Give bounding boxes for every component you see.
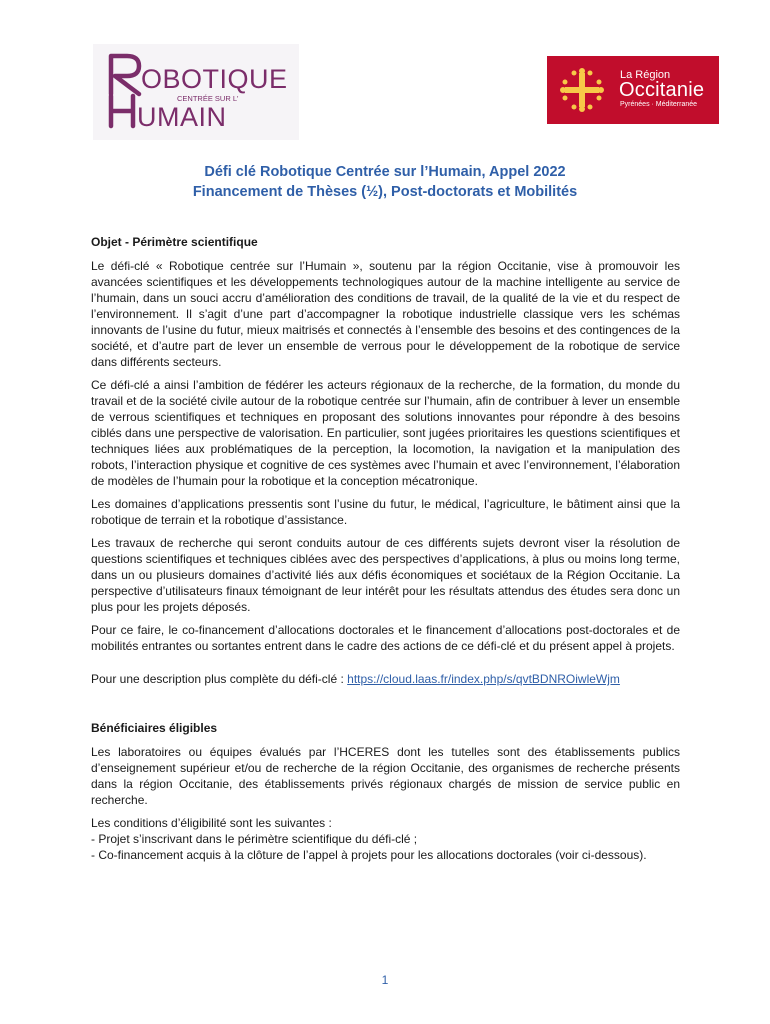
paragraph: Ce défi-clé a ainsi l’ambition de fédérer les acteurs régionaux de la recherche, de la formation, du monde du travail et de la société civile autour de la robotique centrée sur l’humain, afin de contribuer à lever un ensemble de verrous scientifiques et techniques en proposant des solutions innovantes pour répondre à des besoins ciblés dans une perspective de valorisation. En particulier, sont jugées prioritaires les questions scientifiques et techniques liées aux problématiques de la perception, la locomotion, la navigation et la manipulation des robots, l’interaction physique et cognitive de ces systèmes avec l’humain et avec l’environnement, l’élaboration de modèles de l’humain pour la robotique et la conception mécatronique.: [91, 378, 680, 488]
paragraph: Les travaux de recherche qui seront conduits autour de ces différents sujets devront viser la résolution de questions scientifiques et techniques ciblées avec des perspectives d’applications, à plus ou moins long terme, dans un ou plusieurs domaines d’activité liés aux défis économiques et sociétaux de la Région Occitanie. La perspective d’utilisateurs finaux témoignant de leur intérêt pour les résultats attendus des études sera donc un plus pour les projets déposés.: [91, 536, 680, 614]
link-prefix: Pour une description plus complète du défi-clé :: [91, 672, 348, 686]
document-title-line2: Financement de Thèses (½), Post-doctorats et Mobilités: [192, 184, 578, 200]
region-occitanie-logo: [547, 56, 719, 124]
occitan-cross-icon: [559, 67, 605, 113]
logo-small: CENTRÉE SUR L': [177, 94, 239, 103]
description-link-line: [91, 671, 680, 687]
region-name: Occitanie: [619, 79, 705, 101]
section-heading-beneficiaires: Bénéficiaires éligibles: [91, 721, 218, 735]
condition-item: - Projet s’inscrivant dans le périmètre scientifique du défi-clé ;: [91, 832, 418, 846]
conditions-intro: Les conditions d’éligibilité sont les suivantes :: [91, 816, 332, 830]
section-heading-objet: Objet - Périmètre scientifique: [91, 235, 258, 249]
document-title-line1: Défi clé Robotique Centrée sur l’Humain, Appel 2022: [204, 164, 566, 180]
paragraph: Le défi-clé « Robotique centrée sur l’Humain », soutenu par la région Occitanie, vise à promouvoir les avancées scientifiques et les développements technologiques autour de la machine intelligente au service de l’humain, dans un souci accru d’amélioration des conditions de travail, de la qualité de la vie et du respect de l’environnement. Il s’agit d’une part d’accompagner la robotique industrielle classique vers les schémas innovants de l’usine du futur, mieux maitrisés et connectés à l’ensemble des besoins et des contingences de la société, et d’autre part de lever un ensemble de verrous pour le développement de la robotique de service dans différents secteurs.: [91, 259, 680, 369]
paragraph: Les domaines d’applications pressentis sont l’usine du futur, le médical, l’agriculture, le bâtiment ainsi que la robotique de terrain et la robotique d’assistance.: [91, 497, 680, 527]
description-link[interactable]: https://cloud.laas.fr/index.php/s/qvtBDNROiwleWjm: [347, 672, 620, 686]
document-body: [91, 234, 680, 863]
region-subtitle: Pyrénées · Méditerranée: [620, 101, 698, 108]
condition-item: - Co-financement acquis à la clôture de l’appel à projets pour les allocations doctorales (voir ci-dessous).: [91, 848, 647, 862]
page-number: 1: [381, 973, 389, 987]
paragraph: Les laboratoires ou équipes évalués par l’HCERES dont les tutelles sont des établissements publics d’enseignement supérieur et/ou de recherche de la région Occitanie, des organismes de recherche présents dans la région Occitanie, des établissements privés régionaux chargés de mission de service public en recherche.: [91, 745, 680, 807]
paragraph: Pour ce faire, le co-financement d’allocations doctorales et le financement d’allocations post-doctorales et de mobilités entrantes ou sortantes entrent dans le cadre des actions de ce défi-clé et du présent appel à projets.: [91, 623, 680, 653]
logo-line1: OBOTIQUE: [141, 64, 288, 94]
robotique-humain-logo: [93, 44, 299, 140]
region-label: La Région: [620, 69, 671, 81]
logo-line2: UMAIN: [137, 102, 227, 132]
